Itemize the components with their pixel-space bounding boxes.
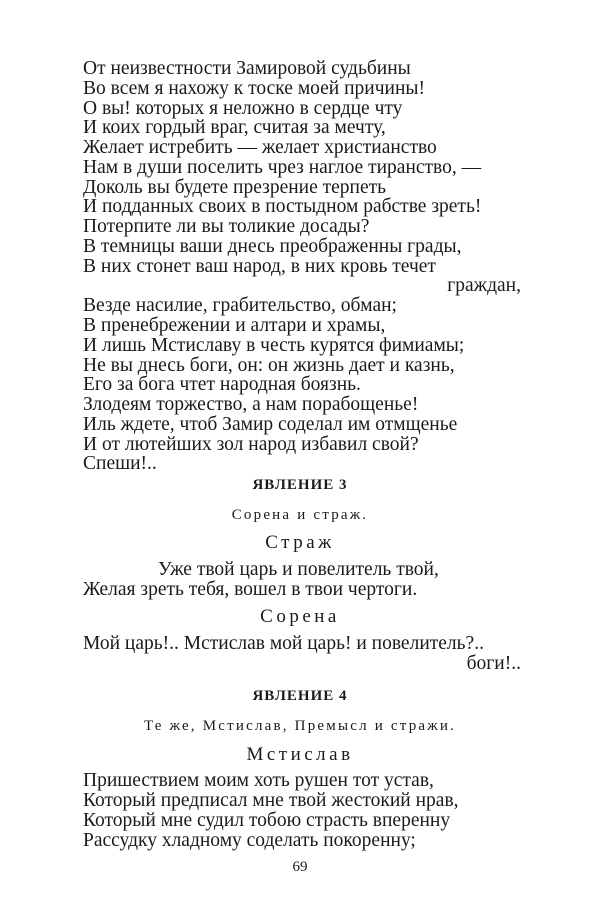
- verse-line: Иль ждете, чтоб Замир соделал им отмщенье: [83, 414, 458, 435]
- verse-line: И лишь Мстиславу в честь курятся фимиамы;: [83, 335, 465, 356]
- verse-line: И от лютейших зол народ избавил свой?: [83, 434, 419, 455]
- verse-line: В пренебрежении и алтари и храмы,: [83, 315, 386, 336]
- stage-direction: Сорена и страж.: [231, 507, 369, 523]
- verse-line: Который предписал мне твой жестокий нрав,: [83, 790, 459, 811]
- verse-line: В темницы ваши днесь преображенны грады,: [83, 236, 462, 257]
- verse-line: И коих гордый враг, считая за мечту,: [83, 117, 386, 138]
- verse-line: Во всем я нахожу к тоске моей причины!: [83, 78, 426, 99]
- verse-line: Злодеям торжество, а нам порабощенье!: [83, 394, 419, 415]
- verse-line: Который мне судил тобою страсть вперенну: [83, 810, 451, 831]
- verse-line: О вы! которых я неложно в сердце чту: [83, 98, 403, 119]
- verse-line: Потерпите ли вы толикие досады?: [83, 216, 370, 237]
- verse-line: И подданных своих в постыдном рабстве зреть!: [83, 196, 482, 217]
- verse-line: В них стонет ваш народ, в них кровь течет: [83, 256, 436, 277]
- verse-line: Везде насилие, грабительство, обман;: [83, 295, 397, 316]
- verse-line: Его за бога чтет народная боязнь.: [83, 374, 361, 395]
- verse-line: Мой царь!.. Мстислав мой царь! и повелитель?..: [83, 633, 484, 654]
- stage-direction: Те же, Мстислав, Премысл и стражи.: [143, 718, 456, 734]
- verse-line: Уже твой царь и повелитель твой,: [158, 559, 439, 580]
- verse-line: Желает истребить — желает христианство: [83, 137, 437, 158]
- verse-line: Спеши!..: [83, 453, 157, 474]
- speaker-name: Мстислав: [246, 744, 354, 765]
- verse-line: От неизвестности Замировой судьбины: [83, 58, 411, 79]
- verse-line-wrap: боги!..: [466, 653, 521, 674]
- verse-line: Пришествием моим хоть рушен тот устав,: [83, 770, 434, 791]
- scene-heading: ЯВЛЕНИЕ 3: [252, 477, 348, 493]
- page-number: 69: [292, 859, 308, 875]
- verse-line: Желая зреть тебя, вошел в твои чертоги.: [83, 579, 418, 600]
- verse-line: Нам в души поселить чрез наглое тиранство, —: [83, 157, 482, 178]
- verse-line-wrap: граждан,: [447, 275, 521, 296]
- verse-line: Доколь вы будете презрение терпеть: [83, 177, 387, 198]
- speaker-name: Сорена: [260, 606, 340, 627]
- verse-line: Не вы днесь боги, он: он жизнь дает и казнь,: [83, 355, 455, 376]
- verse-line: Рассудку хладному соделать покоренну;: [83, 830, 416, 851]
- speaker-name: Страж: [265, 532, 335, 553]
- scene-heading: ЯВЛЕНИЕ 4: [252, 688, 348, 704]
